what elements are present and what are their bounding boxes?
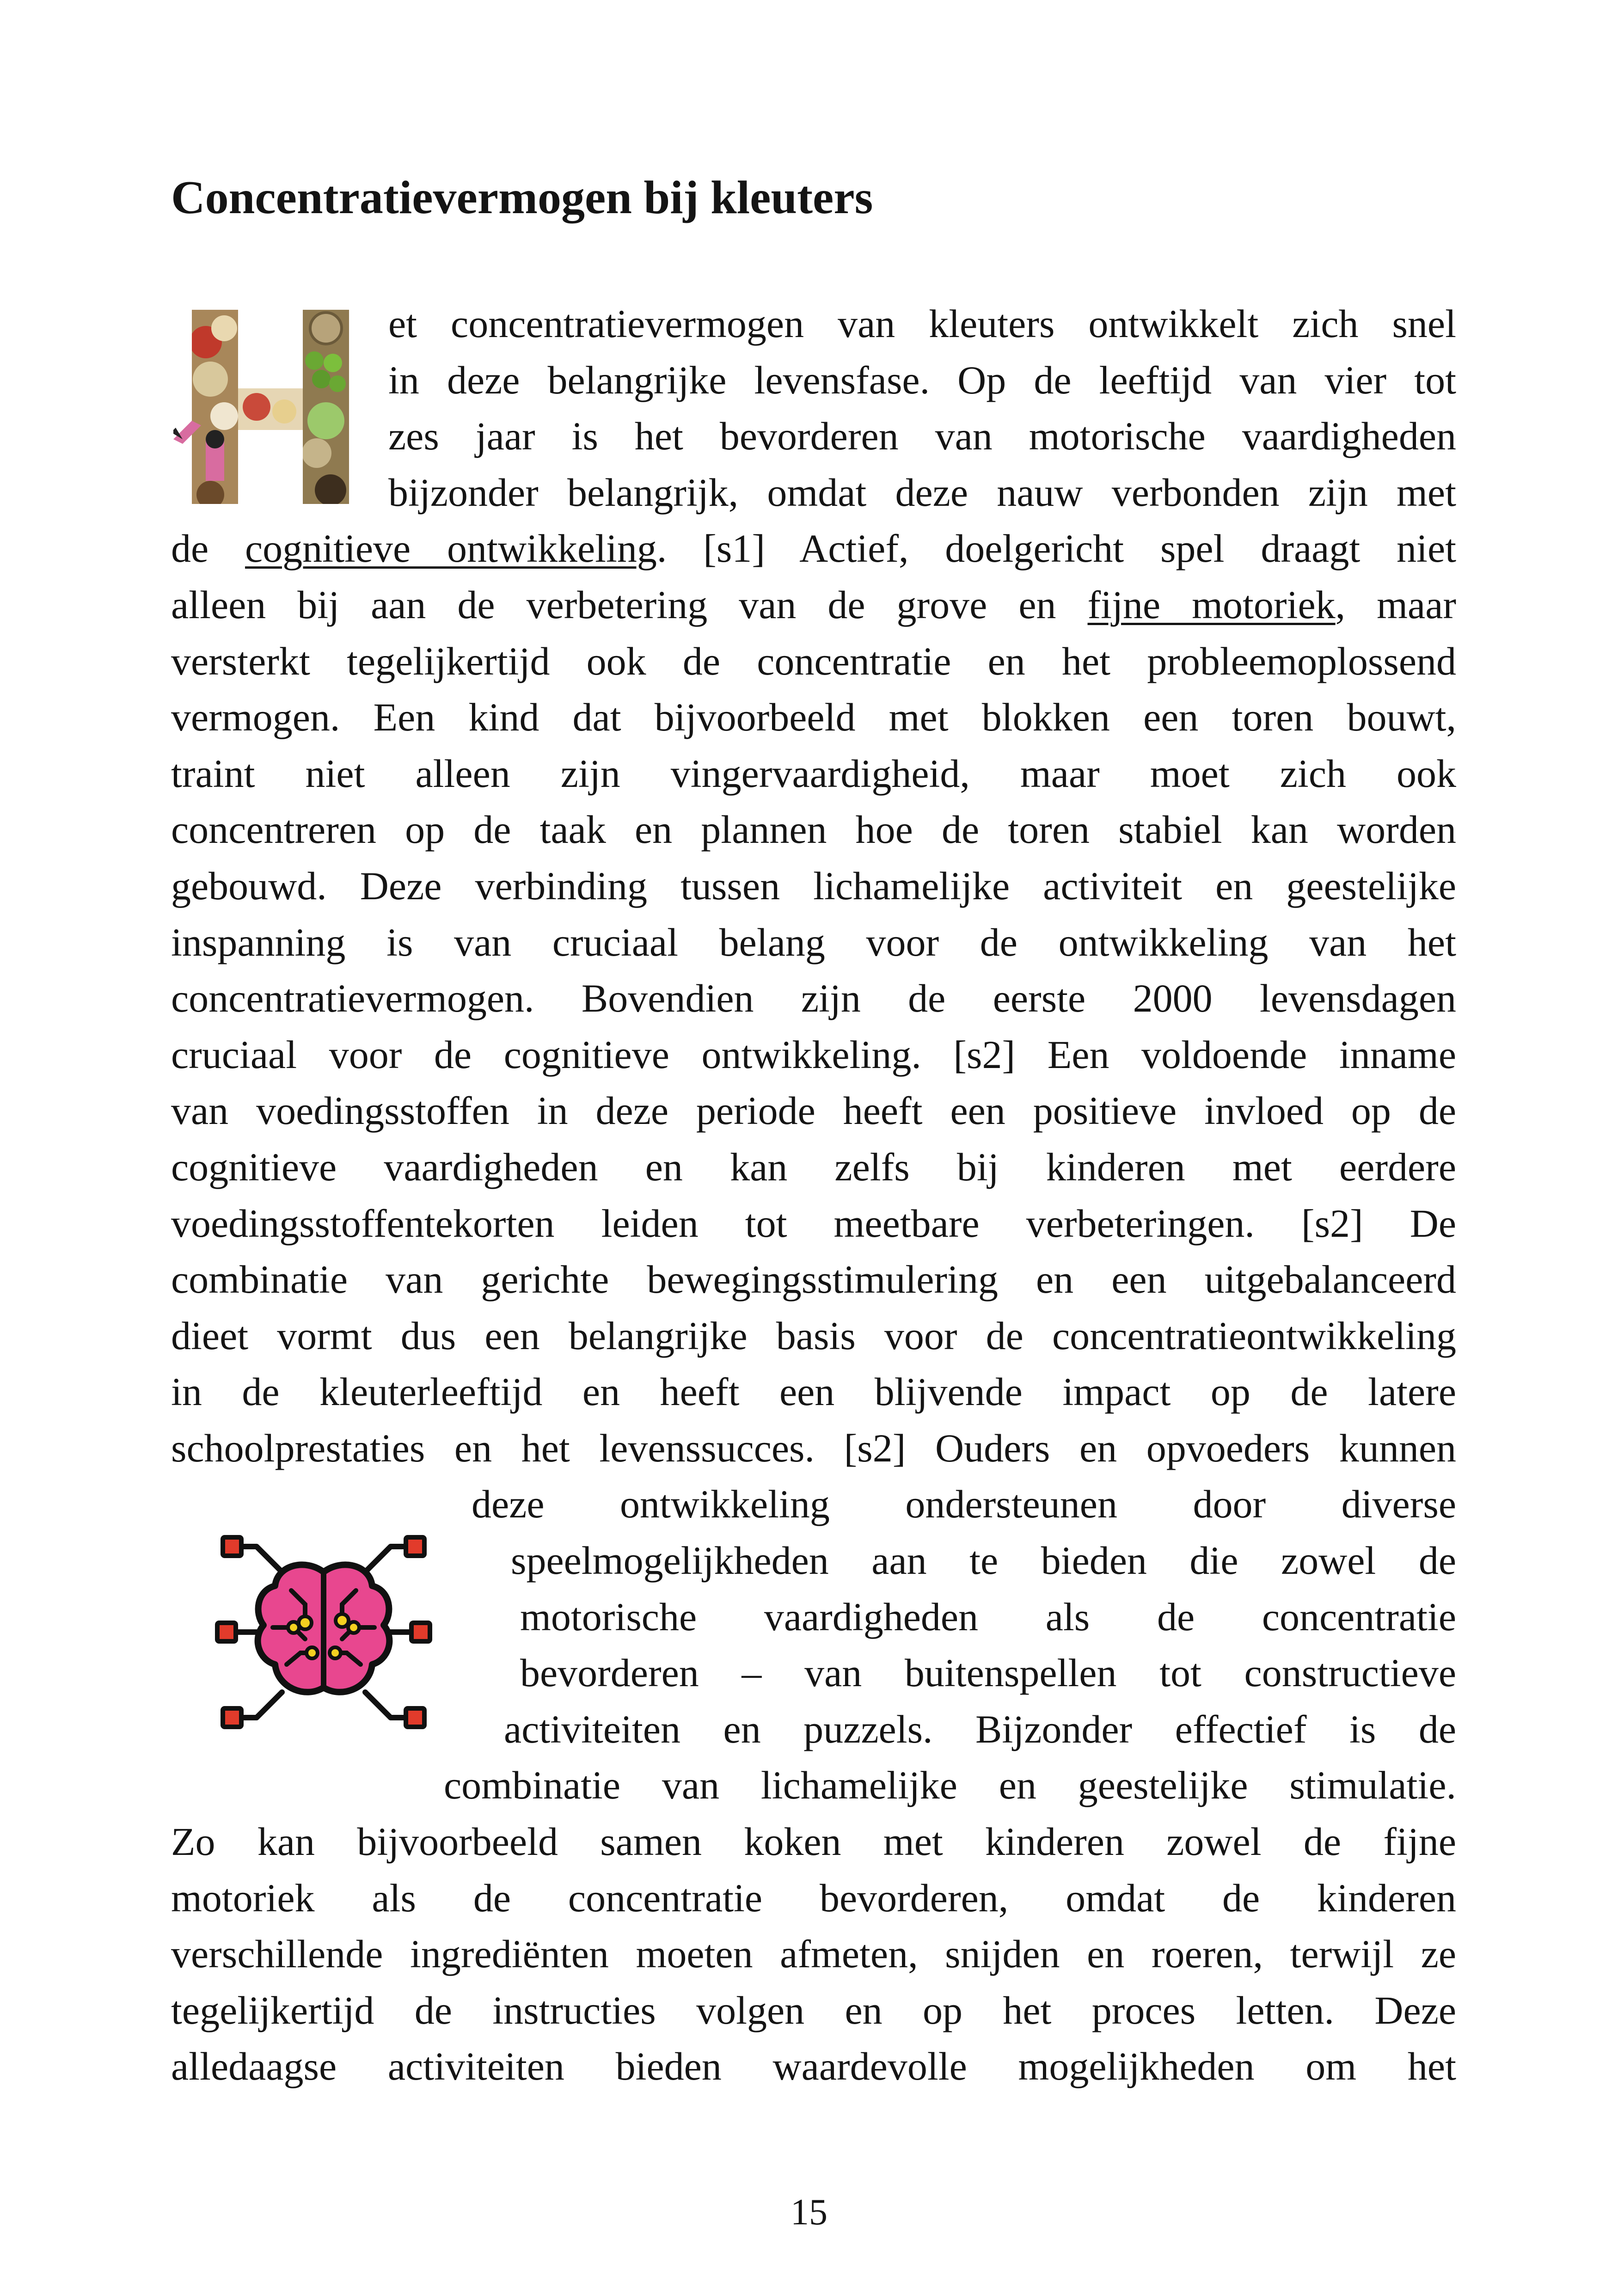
text-line: bijzonder belangrijk, omdat deze nauw verbonden zijn met: [388, 470, 1456, 515]
text-line: deze ontwikkeling ondersteunen door diverse: [472, 1482, 1456, 1527]
text-line: versterkt tegelijkertijd ook de concentratie en het probleemoplossend: [171, 638, 1456, 683]
text-line: alledaagse activiteiten bieden waardevolle mogelijkheden om het: [171, 2044, 1456, 2089]
cognitieve-ontwikkeling-link[interactable]: cognitieve ontwikkeling: [245, 526, 657, 571]
text-line: concentreren op de taak en plannen hoe de toren stabiel kan worden: [171, 807, 1456, 852]
text-line: bevorderen – van buitenspellen tot constructieve: [520, 1651, 1456, 1695]
text-line: voedingsstoffentekorten leiden tot meetbare verbeteringen. [s2] De: [171, 1201, 1456, 1246]
text-line: motoriek als de concentratie bevorderen, omdat de kinderen: [171, 1875, 1456, 1920]
text-line: motorische vaardigheden als de concentratie: [520, 1594, 1456, 1639]
text-line: speelmogelijkheden aan te bieden die zowel de: [511, 1538, 1456, 1583]
text-line: tegelijkertijd de instructies volgen en op het proces letten. Deze: [171, 1988, 1456, 2032]
text-line: traint niet alleen zijn vingervaardigheid, maar moet zich ook: [171, 751, 1456, 796]
text-line: in deze belangrijke levensfase. Op de leeftijd van vier tot: [388, 357, 1456, 402]
text-line: cruciaal voor de cognitieve ontwikkeling. [s2] Een voldoende inname: [171, 1032, 1456, 1077]
text-line: gebouwd. Deze verbinding tussen lichamelijke activiteit en geestelijke: [171, 863, 1456, 908]
page-number: 15: [791, 2192, 827, 2233]
text-line: cognitieve vaardigheden en kan zelfs bij kinderen met eerdere: [171, 1144, 1456, 1189]
body-paragraph: [171, 296, 1456, 2095]
text-line: vermogen. Een kind dat bijvoorbeeld met blokken een toren bouwt,: [171, 695, 1456, 740]
text-line: alleen bij aan de verbetering van de grove en fijne motoriek, maar: [171, 582, 1457, 627]
text-line: van voedingsstoffen in deze periode heeft een positieve invloed op de: [171, 1088, 1456, 1133]
text-line: de cognitieve ontwikkeling. [s1] Actief, doelgericht spel draagt niet: [171, 526, 1457, 571]
page-title: Concentratievermogen bij kleuters: [171, 172, 873, 224]
brain-circuit-icon: [213, 1521, 435, 1743]
text-line: et concentratievermogen van kleuters ontwikkelt zich snel: [388, 301, 1456, 346]
text-line: dieet vormt dus een belangrijke basis voor de concentratieontwikkeling: [171, 1313, 1456, 1358]
text-line: concentratievermogen. Bovendien zijn de eerste 2000 levensdagen: [171, 976, 1456, 1021]
text-line: zes jaar is het bevorderen van motorische vaardigheden: [388, 414, 1456, 459]
text-line: Zo kan bijvoorbeeld samen koken met kinderen zowel de fijne: [171, 1819, 1456, 1864]
text-line: verschillende ingrediënten moeten afmeten, snijden en roeren, terwijl ze: [171, 1932, 1456, 1977]
text-line: inspanning is van cruciaal belang voor de ontwikkeling van het: [171, 920, 1456, 964]
text-line: schoolprestaties en het levenssucces. [s2] Ouders en opvoeders kunnen: [171, 1425, 1456, 1470]
text-line: in de kleuterleeftijd en heeft een blijvende impact op de latere: [171, 1369, 1456, 1414]
text-line: activiteiten en puzzels. Bijzonder effectief is de: [504, 1707, 1456, 1751]
text-line: combinatie van gerichte bewegingsstimulering en een uitgebalanceerd: [171, 1257, 1456, 1302]
fijne-motoriek-link[interactable]: fijne motoriek: [1087, 582, 1336, 627]
text-line: combinatie van lichamelijke en geestelijke stimulatie.: [444, 1763, 1456, 1808]
